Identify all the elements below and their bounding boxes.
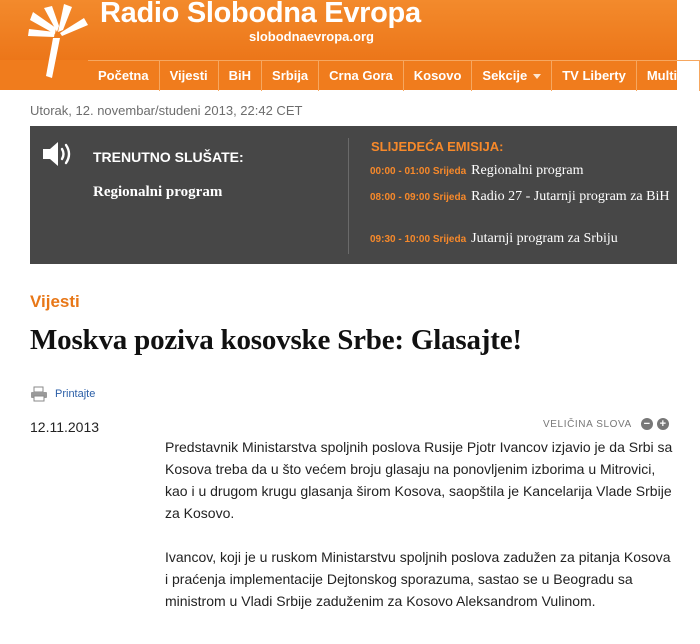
nav-item-crna-gora[interactable] [319,61,404,91]
font-increase-icon[interactable]: + [657,418,669,430]
font-size-control [543,418,669,430]
player-divider [348,138,349,254]
article-headline: Moskva poziva kosovske Srbe: Glasajte! [30,324,522,356]
schedule-time: 08:00 - 09:00 Srijeda [370,192,467,203]
font-decrease-icon[interactable]: − [641,418,653,430]
site-header [0,0,689,90]
nav-item-sekcije[interactable] [472,61,552,91]
torch-logo-icon[interactable] [24,2,90,80]
schedule-time: 00:00 - 01:00 Srijeda [370,166,467,177]
now-playing-label: TRENUTNO SLUŠATE: [93,149,244,165]
printer-icon [30,386,48,402]
article-paragraph: Ivancov, koji je u ruskom Ministarstvu spoljnih poslova zadužen za pitanja Kosova i praćenja implementacije Dejtonskog sporazuma, sastao se u Beogradu sa ministrom u Vladi Srbije zaduženim za Kosovo Aleksandrom Vulinom. [165,549,671,609]
schedule-item[interactable] [370,230,672,249]
nav-item-label: Početna [98,68,149,83]
schedule-time: 09:30 - 10:00 Srijeda [370,234,467,245]
nav-item-label: Kosovo [413,68,462,83]
article-paragraph: Predstavnik Ministarstva spoljnih poslova Rusije Pjotr Ivancov izjavio je da Srbi sa Kosova treba da u što većem broju glasaju na ponovljenim izborima u Mitrovici, kao i u drugom krugu glasanja širom Kosova, saopštila je Kancelarija Vlade Srbije za Kosovo. [165,439,673,521]
brand-url[interactable]: slobodnaevropa.org [249,29,374,44]
schedule-title: Radio 27 - Jutarnji program za BiH [471,189,670,204]
section-label[interactable]: Vijesti [30,292,80,311]
nav-item-label: Sekcije [482,68,528,83]
print-button[interactable] [30,386,95,402]
font-size-label: VELIČINA SLOVA [543,418,632,430]
now-playing-program[interactable]: Regionalni program [93,184,223,200]
nav-item-label: Vijesti [169,68,208,83]
nav-item-label: BiH [228,68,252,83]
article-date: 12.11.2013 [30,419,100,435]
article-body [165,436,675,634]
nav-item-label: Crna Gora [329,68,393,83]
nav-item-label: Multim [646,68,689,83]
nav-item-label: TV Liberty [562,68,626,83]
nav-item-pocetna[interactable] [88,61,160,91]
print-label: Printajte [55,388,96,400]
radio-player [30,126,677,264]
nav-item-tv-liberty[interactable] [552,61,637,91]
nav-item-multimedija[interactable] [637,61,700,91]
main-nav [88,60,700,91]
schedule-title: Jutarnji program za Srbiju [471,231,618,246]
brand-title[interactable]: Radio Slobodna Evropa [100,0,421,29]
chevron-down-icon [533,74,541,79]
nav-item-bih[interactable] [219,61,262,91]
schedule-item[interactable] [370,162,672,181]
nav-item-srbija[interactable] [262,61,319,91]
next-program-label: SLIJEDEĆA EMISIJA: [371,139,504,154]
nav-item-label: Srbija [272,68,309,83]
speaker-icon[interactable] [41,140,75,168]
dateline: Utorak, 12. novembar/studeni 2013, 22:42 CET [30,103,303,118]
nav-item-kosovo[interactable] [404,61,473,91]
schedule-title: Regionalni program [471,163,584,178]
schedule-item[interactable] [370,188,672,207]
nav-item-vijesti[interactable] [160,61,219,91]
header-banner [0,0,677,60]
